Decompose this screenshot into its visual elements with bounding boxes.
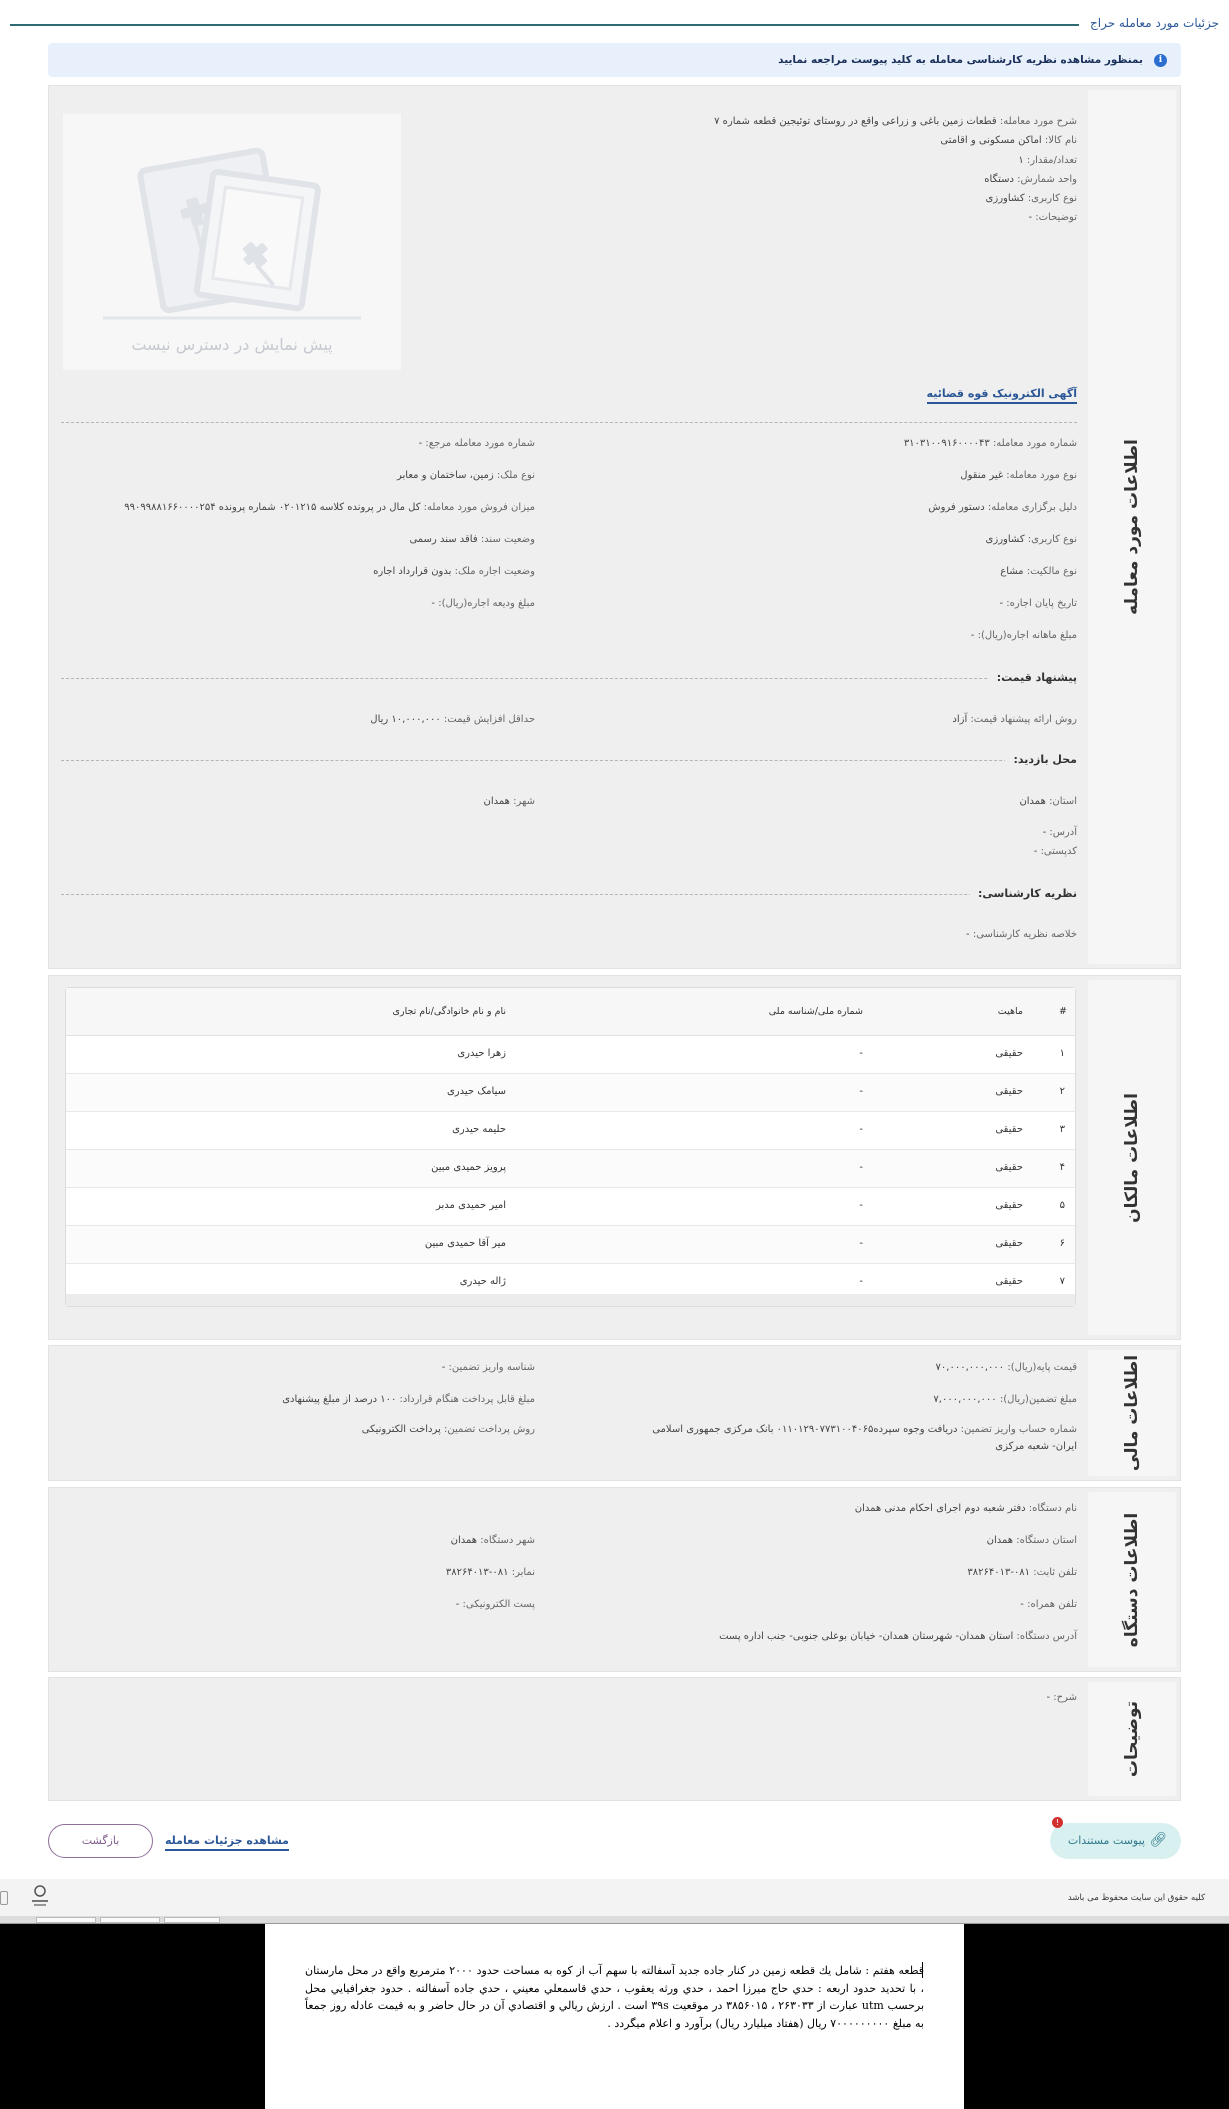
device-phone: تلفن ثابت: ۰۸۱-۳۸۲۶۴۰۱۳ xyxy=(967,1567,1077,1578)
notes-section xyxy=(48,1677,1181,1801)
table-row xyxy=(66,1036,1075,1074)
notes-side-title xyxy=(1088,1682,1176,1796)
owners-side-title xyxy=(1088,980,1176,1335)
attachments-button[interactable] xyxy=(1050,1818,1181,1859)
info-notice xyxy=(48,43,1181,77)
table-row xyxy=(66,1150,1075,1188)
col-name: نام و نام خانوادگی/نام تجاری xyxy=(392,1006,506,1017)
device-email: پست الکترونیکی: - xyxy=(455,1599,535,1610)
detail-item: نوع مالکیت: مشاع xyxy=(1000,566,1077,577)
row-index: ۱ xyxy=(1059,1048,1065,1059)
owners-table xyxy=(65,987,1076,1307)
detail-item: شماره مورد معامله: ۳۱۰۳۱۰۰۹۱۶۰۰۰۰۴۳ xyxy=(903,438,1077,449)
divider xyxy=(61,894,1077,895)
row-name: امیر حمیدی مدبر xyxy=(436,1200,506,1211)
col-type: ماهیت xyxy=(997,1006,1023,1017)
device-name: نام دستگاه: دفتر شعبه دوم اجرای احکام مدنی همدان xyxy=(854,1503,1077,1514)
alert-badge-icon: ! xyxy=(1052,1817,1063,1828)
taskbar-tab[interactable] xyxy=(100,1917,160,1923)
row-name: زهرا حیدری xyxy=(457,1048,506,1059)
device-address: آدرس دستگاه: استان همدان- شهرستان همدان- خیابان بوعلی جنوبی- جنب اداره پست xyxy=(719,1631,1077,1642)
row-national-id: - xyxy=(859,1200,863,1211)
info-icon: i xyxy=(1154,54,1167,67)
finance-section xyxy=(48,1345,1181,1481)
row-index: ۴ xyxy=(1059,1162,1065,1173)
device-title: اطلاعات دستگاه xyxy=(1122,1512,1142,1647)
row-name: ژاله حیدری xyxy=(459,1276,506,1287)
finance-side-title xyxy=(1088,1350,1176,1476)
col-national-id: شماره ملی/شناسه ملی xyxy=(768,1006,863,1017)
header-divider xyxy=(10,24,1079,26)
table-row xyxy=(66,1188,1075,1226)
summary-item: شرح مورد معامله: قطعات زمین باغی و زراعی واقع در روستای توئیجین قطعه شماره ۷ xyxy=(714,116,1077,127)
table-row xyxy=(66,1112,1075,1150)
guarantee-amount: مبلغ تضمین(ریال): ۷,۰۰۰,۰۰۰,۰۰۰ xyxy=(933,1394,1077,1405)
detail-item: تاریخ پایان اجاره: - xyxy=(999,598,1077,609)
notice-text: بمنظور مشاهده نظریه کارشناسی معامله به کلید پیوست مراجعه نمایید xyxy=(778,54,1143,66)
document-viewer xyxy=(0,1924,1229,2109)
copyright-text: کلیه حقوق این سایت محفوظ می باشد xyxy=(1067,1893,1205,1903)
detail-item: مبلغ ودیعه اجاره(ریال): - xyxy=(431,598,535,609)
attachments-label: پیوست مستندات xyxy=(1067,1834,1145,1847)
divider xyxy=(61,678,1077,679)
visit-postal-code: کدپستی: - xyxy=(1033,846,1077,857)
row-index: ۷ xyxy=(1059,1276,1065,1287)
auction-gavel-icon xyxy=(63,114,401,370)
row-national-id: - xyxy=(859,1048,863,1059)
offer-heading: پیشنهاد قیمت: xyxy=(989,671,1077,684)
row-index: ۶ xyxy=(1059,1238,1065,1249)
deal-info-section xyxy=(48,85,1181,969)
guarantee-account: شماره حساب واریز تضمین: دریافت وجوه سپرده۰۱۱۰۱۲۹۰۷۷۳۱۰۰۴۰۶۵ بانک مرکزی جمهوری اسلامی ایران- شعبه مرکزی xyxy=(652,1424,1077,1452)
row-type: حقیقی xyxy=(995,1124,1023,1135)
row-index: ۲ xyxy=(1059,1086,1065,1097)
visit-heading: محل بازدید: xyxy=(1005,753,1077,766)
device-city: شهر دستگاه: همدان xyxy=(450,1535,535,1546)
row-name: سیامک حیدری xyxy=(446,1086,506,1097)
offer-min-increase: حداقل افزایش قیمت: ۱۰,۰۰۰,۰۰۰ ریال xyxy=(370,714,535,725)
base-price: قیمت پایه(ریال): ۷۰,۰۰۰,۰۰۰,۰۰۰ xyxy=(935,1362,1077,1373)
row-name: پرویز حمیدی مبین xyxy=(431,1162,506,1173)
table-row xyxy=(66,1226,1075,1264)
detail-item: میزان فروش مورد معامله: کل مال در پرونده کلاسه ۰۲۰۱۲۱۵ شماره پرونده ۹۹۰۹۹۸۸۱۶۶۰۰۰۰۲۵۴ xyxy=(124,502,535,513)
table-footer xyxy=(66,1294,1075,1306)
device-side-title xyxy=(1088,1492,1176,1667)
row-national-id: - xyxy=(859,1162,863,1173)
row-index: ۳ xyxy=(1059,1124,1065,1135)
guarantee-pay-method: روش پرداخت تضمین: پرداخت الکترونیکی xyxy=(361,1424,535,1435)
detail-item: نوع کاربری: کشاورزی xyxy=(985,534,1077,545)
row-type: حقیقی xyxy=(995,1276,1023,1287)
divider xyxy=(61,760,1077,761)
row-type: حقیقی xyxy=(995,1200,1023,1211)
row-national-id: - xyxy=(859,1086,863,1097)
judiciary-logo-icon[interactable] xyxy=(30,1883,50,1909)
device-fax: نمابر: ۰۸۱-۳۸۲۶۴۰۱۳ xyxy=(445,1567,535,1578)
electronic-ad-link[interactable]: آگهی الکترونیک قوه قضائیه xyxy=(927,387,1077,404)
view-deal-details-link[interactable]: مشاهده جزئیات معامله xyxy=(165,1834,289,1851)
notes-description: شرح: - xyxy=(1046,1692,1077,1703)
offer-method: روش ارائه پیشنهاد قیمت: آزاد xyxy=(952,714,1077,725)
device-mobile: تلفن همراه: - xyxy=(1020,1599,1077,1610)
deal-info-side-title xyxy=(1088,90,1176,964)
finance-title: اطلاعات مالی xyxy=(1122,1354,1142,1472)
detail-item: دلیل برگزاری معامله: دستور فروش xyxy=(928,502,1077,513)
preview-caption: پیش نمایش در دسترس نیست xyxy=(131,335,333,354)
row-national-id: - xyxy=(859,1238,863,1249)
detail-item: مبلغ ماهانه اجاره(ریال): - xyxy=(970,630,1077,641)
row-name: حلیمه حیدری xyxy=(452,1124,506,1135)
table-row xyxy=(66,1074,1075,1112)
site-footer xyxy=(0,1879,1229,1916)
detail-item: وضعیت اجاره ملک: بدون قرارداد اجاره xyxy=(373,566,535,577)
back-button[interactable]: بازگشت xyxy=(48,1824,153,1858)
taskbar-tab[interactable] xyxy=(164,1917,220,1923)
document-page xyxy=(265,1924,964,2109)
row-national-id: - xyxy=(859,1276,863,1287)
summary-item: توضیحات: - xyxy=(1028,212,1077,223)
row-type: حقیقی xyxy=(995,1162,1023,1173)
visit-province: استان: همدان xyxy=(1019,796,1077,807)
row-index: ۵ xyxy=(1059,1200,1065,1211)
device-province: استان دستگاه: همدان xyxy=(986,1535,1077,1546)
expert-summary: خلاصه نظریه کارشناسی: - xyxy=(966,929,1077,940)
row-national-id: - xyxy=(859,1124,863,1135)
visit-city: شهر: همدان xyxy=(483,796,535,807)
owners-title: اطلاعات مالکان xyxy=(1122,1092,1142,1223)
device-section xyxy=(48,1487,1181,1672)
document-paragraph[interactable]: قطعه هفتم : شامل یك قطعه زمین در كنار جاده جدید آسفالته با سهم آب از كوه به مساحت حدود ۲۰۰۰ مترمربع واقع در محل مارستان ، با تحدید حدود اربعه : حدي حاج میرزا احمد ، حدي ورثه یعقوب ، حدي قاسمعلي معیني ، حدي جاده آسفالته . حدود جغرافیایي محل برحسب utm عبارت از ۲۶۳۰۳۳ ، ۳۸۵۶۰۱۵ در موقعیت ۳۹s است . ارزش ریالي و اقتصادي آن در حال حاضر و به قیمت عادله روز جمعاً به مبلغ ۷۰۰۰۰۰۰۰۰۰ ریال (هفتاد میلیارد ریال) برآورد و اعلام میگردد . xyxy=(305,1964,925,2030)
paperclip-icon: 🔗︎ xyxy=(1149,1832,1167,1848)
owners-section xyxy=(48,975,1181,1340)
page-title: جزئیات مورد معامله حراج xyxy=(1090,16,1219,30)
summary-item: نوع کاربری: کشاورزی xyxy=(985,193,1077,204)
payable-amount: مبلغ قابل پرداخت هنگام قرارداد: ۱۰۰ درصد از مبلغ پیشنهادی xyxy=(282,1394,535,1405)
detail-item: وضعیت سند: فاقد سند رسمی xyxy=(409,534,535,545)
summary-item: واحد شمارش: دستگاه xyxy=(984,174,1077,185)
row-type: حقیقی xyxy=(995,1086,1023,1097)
detail-item: نوع مورد معامله: غیر منقول xyxy=(960,470,1077,481)
secondary-logo-icon[interactable] xyxy=(0,1891,8,1905)
row-type: حقیقی xyxy=(995,1238,1023,1249)
col-index: # xyxy=(1059,1006,1067,1017)
detail-item: شماره مورد معامله مرجع: - xyxy=(418,438,535,449)
page-header xyxy=(10,14,1219,34)
visit-address: آدرس: - xyxy=(1042,827,1077,838)
expert-heading: نظریه کارشناسی: xyxy=(970,887,1077,900)
owners-table-header xyxy=(66,988,1075,1036)
row-name: میر آقا حمیدی مبین xyxy=(424,1238,506,1249)
taskbar-strip xyxy=(0,1916,1229,1924)
row-type: حقیقی xyxy=(995,1048,1023,1059)
notes-title: توضیحات xyxy=(1122,1700,1142,1778)
divider xyxy=(61,422,1077,423)
deposit-id: شناسه واریز تضمین: - xyxy=(441,1362,535,1373)
detail-item: نوع ملک: زمین، ساختمان و معابر xyxy=(396,470,535,481)
summary-item: نام کالا: اماکن مسکونی و اقامتی xyxy=(940,135,1077,146)
deal-info-title: اطلاعات مورد معامله xyxy=(1122,439,1142,615)
taskbar-tab[interactable] xyxy=(36,1917,96,1923)
preview-placeholder xyxy=(63,114,401,370)
summary-item: تعداد/مقدار: ۱ xyxy=(1018,155,1077,166)
